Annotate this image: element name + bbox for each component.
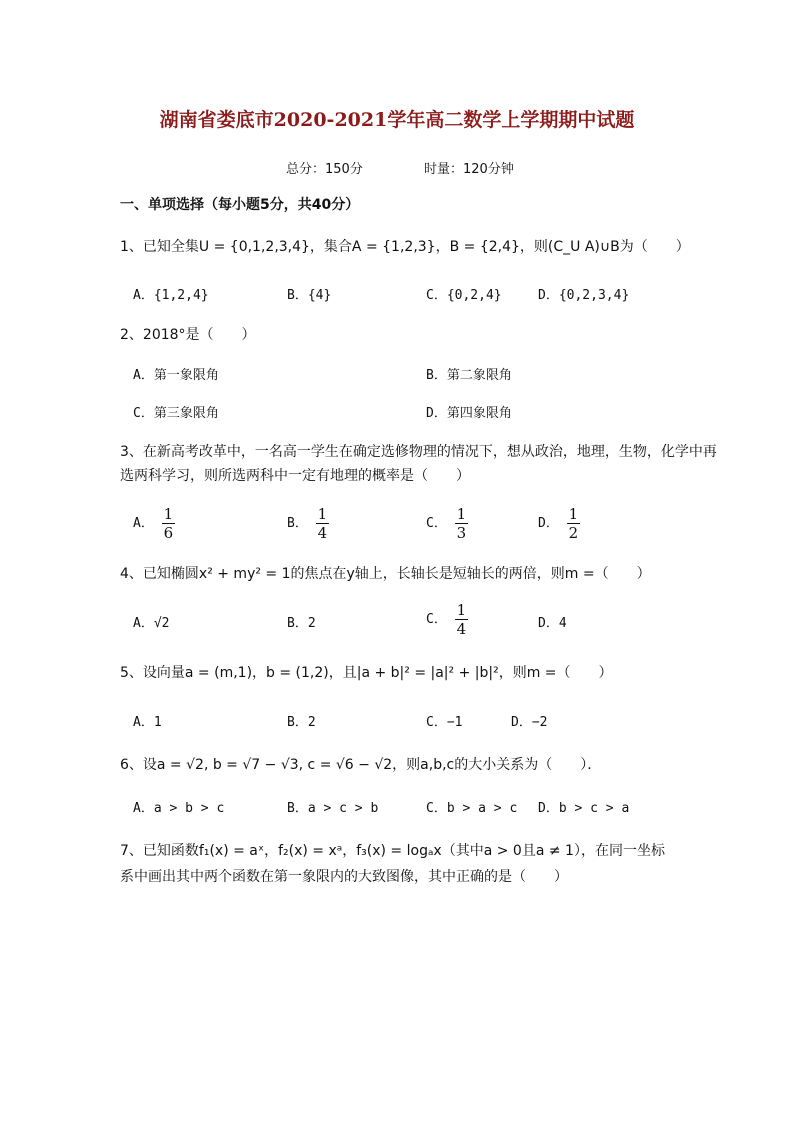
q1-option-b: B．{4}: [287, 288, 332, 303]
q2-option-b: B．第二象限角: [426, 368, 512, 383]
q3-option-a-fraction: $\frac{1}{6}$: [163, 505, 174, 542]
q6-option-b: B．a > c > b: [287, 801, 379, 816]
q2-option-a: A．第一象限角: [133, 368, 219, 383]
q1-option-c: C．{0,2,4}: [426, 288, 502, 303]
question-4-stem: 4、已知椭圆x² + my² = 1的焦点在y轴上，长轴长是短轴长的两倍，则m =（ ）: [120, 566, 651, 582]
q5-option-d: D．−2: [511, 715, 548, 730]
q3-option-d-label: D．: [538, 516, 559, 531]
q5-option-b: B．2: [287, 715, 316, 730]
page-title: 湖南省娄底市2020-2021学年高二数学上学期期中试题: [159, 109, 635, 131]
q2-option-c: C．第三象限角: [133, 406, 219, 421]
q6-option-a: A．a > b > c: [133, 801, 225, 816]
q6-option-c: C．b > a > c: [426, 801, 518, 816]
q1-option-a: A．{1,2,4}: [133, 288, 209, 303]
q3-option-c-label: C．: [426, 516, 447, 531]
total-score: 总分：150分: [286, 162, 363, 177]
q3-option-d: [538, 505, 580, 542]
question-1-stem: 1、已知全集U = {0,1,2,3,4}，集合A = {1,2,3}，B = {2,4}，则(C_U A)∪B为（ ）: [120, 239, 690, 255]
q4-option-c-fraction: $\frac{1}{4}$: [456, 601, 467, 638]
q3-option-c-fraction: $\frac{1}{3}$: [456, 505, 467, 542]
q5-option-a: A．1: [133, 715, 162, 730]
q4-option-b: B．2: [287, 616, 316, 631]
q3-option-b-label: B．: [287, 516, 308, 531]
question-6-stem: 6、设a = √2, b = √7 − √3, c = √6 − √2，则a,b,c的大小关系为（ ）．: [120, 757, 602, 773]
question-7-stem-line2: 系中画出其中两个函数在第一象限内的大致图像，其中正确的是（ ）: [120, 869, 568, 885]
time-limit: 时量：120分钟: [424, 162, 514, 177]
question-7-stem-line1: 7、已知函数f₁(x) = aˣ，f₂(x) = xᵃ，f₃(x) = logₐx（其中a > 0且a ≠ 1），在同一坐标: [120, 843, 665, 859]
question-3-stem-line1: 3、在新高考改革中，一名高一学生在确定选修物理的情况下，想从政治，地理，生物，化学中再: [120, 444, 717, 460]
q2-option-d: D．第四象限角: [426, 406, 512, 421]
q3-option-c: [426, 505, 468, 542]
q4-option-d: D．4: [538, 616, 567, 631]
q3-option-d-fraction: $\frac{1}{2}$: [568, 505, 579, 542]
q3-option-b: [287, 505, 329, 542]
q5-option-c: C．−1: [426, 715, 463, 730]
question-2-stem: 2、2018°是（ ）: [120, 327, 256, 343]
q3-option-a-label: A．: [133, 516, 154, 531]
question-5-stem: 5、设向量a = (m,1)，b = (1,2)，且|a + b|² = |a|² + |b|²，则m =（ ）: [120, 665, 613, 681]
section-heading: 一、单项选择（每小题5分，共40分）: [120, 197, 360, 213]
q3-option-a: [133, 505, 175, 542]
q1-option-d: D．{0,2,3,4}: [538, 288, 630, 303]
q4-option-a: A．√2: [133, 616, 170, 631]
q4-option-c: [426, 601, 468, 638]
q3-option-b-fraction: $\frac{1}{4}$: [317, 505, 328, 542]
question-3-stem-line2: 选两科学习，则所选两科中一定有地理的概率是（ ）: [120, 468, 470, 484]
q6-option-d: D．b > c > a: [538, 801, 630, 816]
q4-option-c-label: C．: [426, 612, 447, 627]
